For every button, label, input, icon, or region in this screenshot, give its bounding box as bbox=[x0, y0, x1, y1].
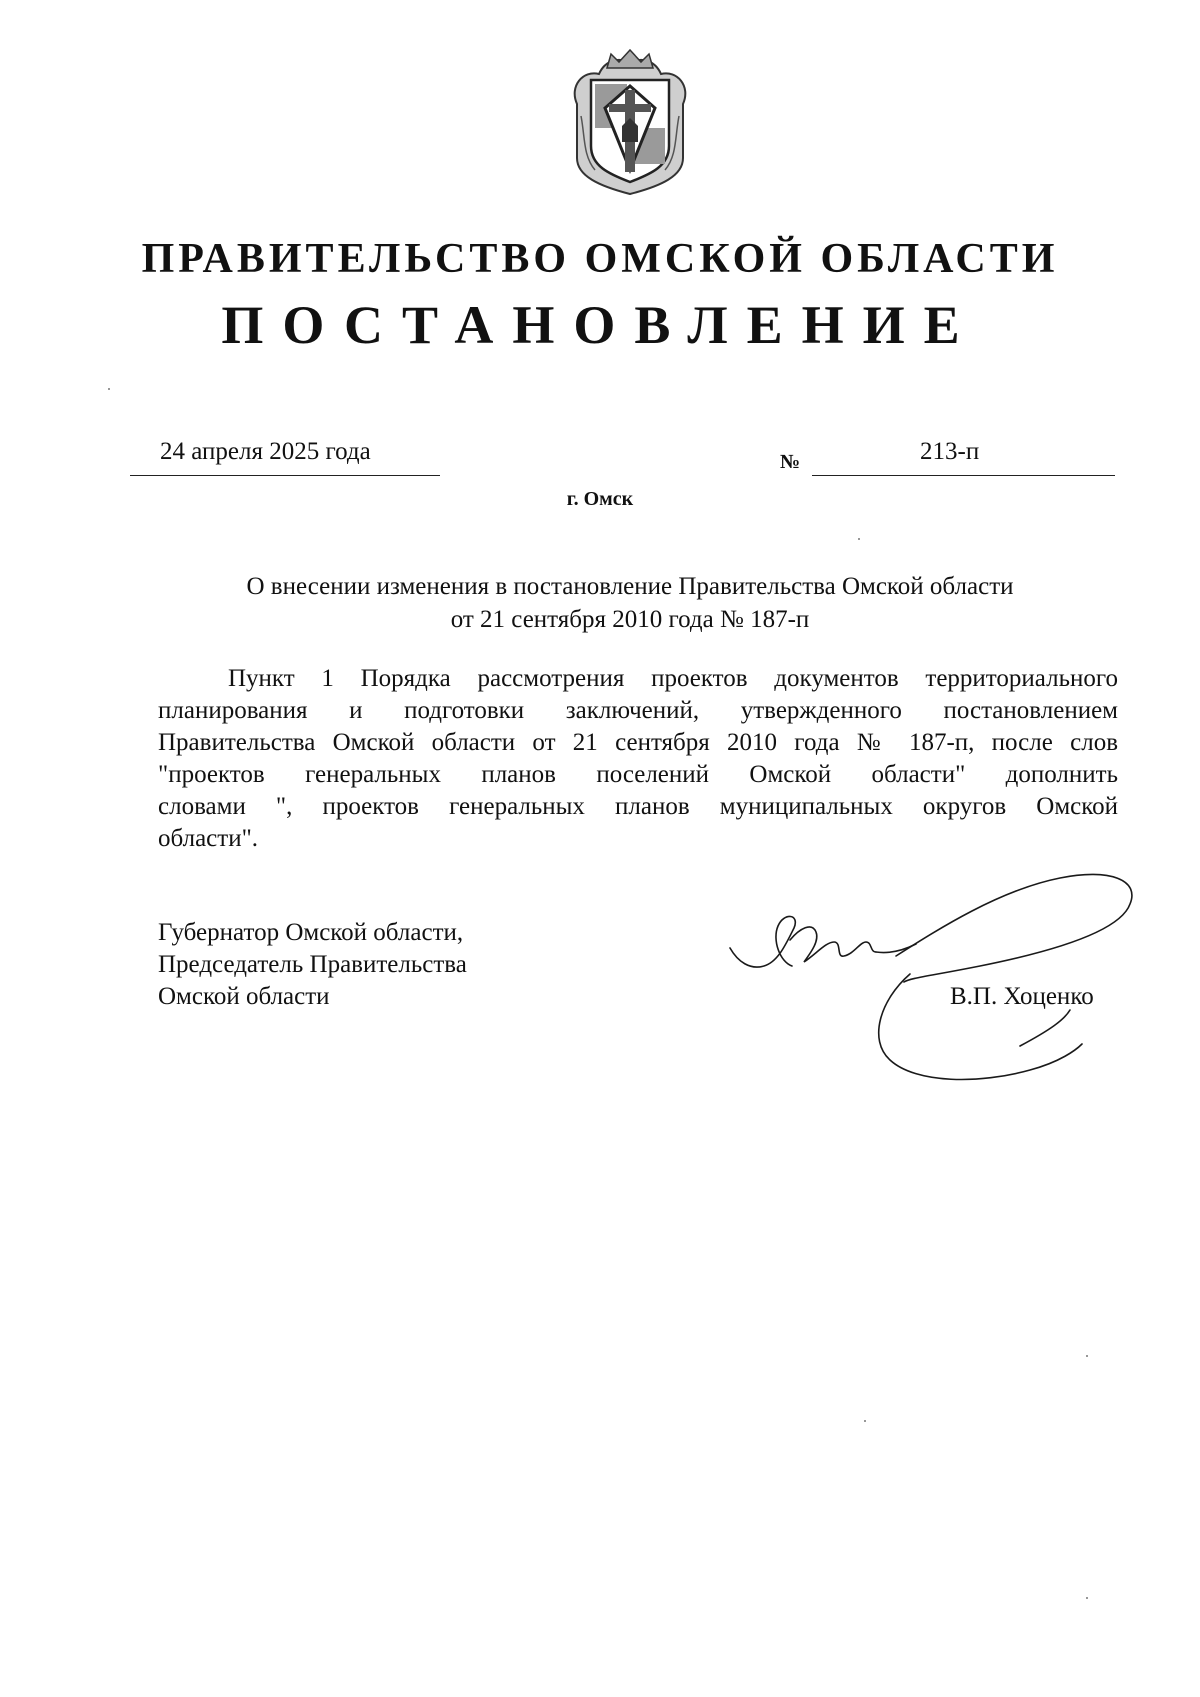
body-line: "проектов генеральных планов поселений Омской области" дополнить bbox=[158, 761, 1118, 788]
document-type-title: ПОСТАНОВЛЕНИЕ bbox=[221, 295, 979, 355]
body-line: планирования и подготовки заключений, утвержденного постановлением bbox=[158, 697, 1118, 724]
body-line: области". bbox=[158, 825, 259, 852]
document-date: 24 апреля 2025 года bbox=[160, 438, 371, 465]
scan-speck bbox=[1086, 1355, 1088, 1357]
subject-line: от 21 сентября 2010 года № 187-п bbox=[450, 606, 810, 633]
number-sign: № bbox=[780, 451, 801, 473]
subject-line: О внесении изменения в постановление Правительства Омской области bbox=[246, 573, 1014, 600]
document-date-field bbox=[130, 437, 440, 476]
city-label: г. Омск bbox=[566, 488, 634, 510]
document-number: 213-п bbox=[920, 438, 980, 465]
document-number-field bbox=[812, 437, 1115, 476]
coat-of-arms-icon bbox=[565, 46, 695, 196]
document-body bbox=[158, 663, 1118, 855]
signer-position-line: Председатель Правительства bbox=[158, 951, 467, 978]
signer-position-line: Омской области bbox=[158, 983, 330, 1010]
body-line: Пункт 1 Порядка рассмотрения проектов документов территориального bbox=[228, 665, 1118, 692]
scan-speck bbox=[864, 1420, 866, 1422]
signer-position bbox=[158, 917, 467, 1013]
organization-title: ПРАВИТЕЛЬСТВО ОМСКОЙ ОБЛАСТИ bbox=[141, 236, 1059, 282]
scan-speck bbox=[1086, 1597, 1088, 1599]
signer-name: В.П. Хоценко bbox=[950, 983, 1094, 1010]
scan-speck bbox=[108, 388, 110, 390]
body-line: Правительства Омской области от 21 сентября 2010 года № 187-п, после слов bbox=[158, 729, 1118, 756]
handwritten-signature bbox=[720, 870, 1160, 1100]
scan-speck bbox=[858, 538, 860, 540]
body-line: словами ", проектов генеральных планов муниципальных округов Омской bbox=[158, 793, 1118, 820]
document-subject bbox=[140, 570, 1120, 636]
signer-position-line: Губернатор Омской области, bbox=[158, 919, 464, 946]
